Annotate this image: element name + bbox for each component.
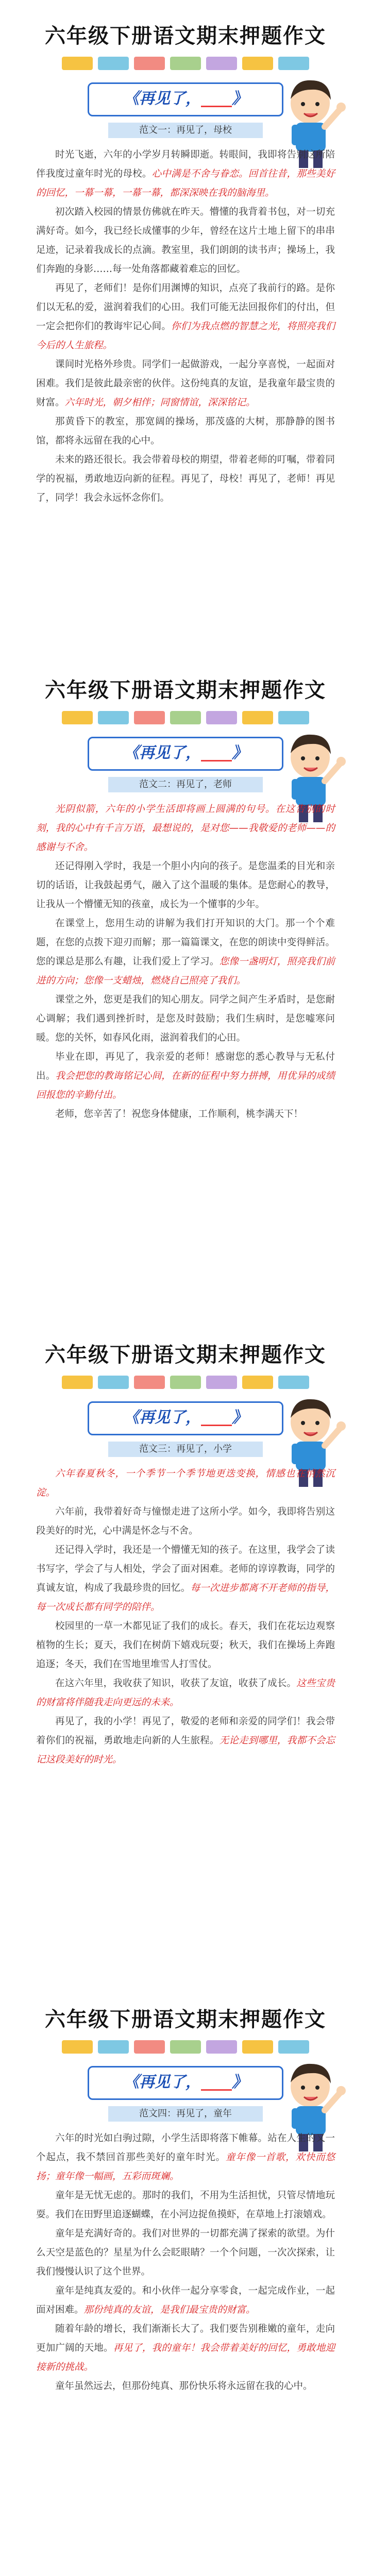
topic-area (0, 77, 371, 139)
essay-paragraph (36, 800, 335, 857)
highlight-text: 光阴似箭，六年的小学生活即将画上圆满的句号。在这告别的时刻，我的心中有千言万语，最想说的，是对您——我敬爱的老师——的感谢与不舍。 (36, 804, 335, 853)
essay-paragraph (36, 2224, 335, 2281)
header-banner (0, 1319, 371, 1396)
essay-section-1 (0, 0, 371, 507)
essay-paragraph (36, 2319, 335, 2377)
essay-section-2 (0, 654, 371, 1124)
essay-paragraph (36, 1047, 335, 1105)
highlight-text: 我会把您的教诲铭记心间，在新的征程中努力拼搏，用优异的成绩回报您的辛勤付出。 (36, 1071, 335, 1100)
essay-body (36, 145, 335, 507)
highlight-text: 童年像一首歌，欢快而悠扬；童年像一幅画，五彩而斑斓。 (36, 2152, 335, 2182)
essay-paragraph (36, 1464, 335, 1502)
paragraph-text: 随着年龄的增长，我们渐渐长大了。我们要告别稚嫩的童年，走向更加广阔的天地。 (36, 2324, 335, 2353)
essay-subtitle (108, 777, 263, 792)
topic-area (0, 732, 371, 793)
highlight-text: 再见了，我的童年！我会带着美好的回忆，勇敢地迎接新的挑战。 (36, 2343, 335, 2372)
topic-blank: ____ (201, 2073, 232, 2091)
page-title: 六年级下册语文期末押题作文 (45, 1343, 326, 1367)
essay-subtitle (108, 2106, 263, 2122)
paragraph-text: 童年虽然远去，但那份纯真、那份快乐将永远留在我的心中。 (55, 2381, 313, 2392)
paragraph-text: 再见了，我的小学！再见了，敬爱的老师和亲爱的同学们！我会带着你们的祝福，勇敢地走向新的人生旅程。 (36, 1716, 335, 1746)
topic-blank: ____ (201, 744, 232, 762)
paragraph-text: 再见了，老师们！是你们用渊博的知识，点亮了我前行的路。是你们以无私的爱，滋润着我们的心田。我们可能无法回报你们的付出，但一定会把你们的教诲牢记心间。 (36, 283, 335, 332)
essay-topic (88, 2066, 283, 2100)
essay-body (36, 2129, 335, 2396)
essay-paragraph (36, 990, 335, 1047)
essay-body (36, 800, 335, 1124)
subtitle-text: 范文一：再见了，母校 (139, 125, 232, 135)
topic-label: 《再见了， (124, 1409, 201, 1427)
essay-paragraph (36, 279, 335, 355)
essay-paragraph (36, 2377, 335, 2396)
highlight-text: 六年春夏秋冬，一个季节一个季节地更迭变换，情感也在悄然沉淀。 (36, 1468, 335, 1498)
header-banner (0, 0, 371, 77)
paragraph-text: 还记得刚入学时，我是一个胆小内向的孩子。是您温柔的目光和亲切的话语，让我鼓起勇气，融入了这个温暖的集体。是您耐心的教导，让我从一个懵懂无知的孩童，成长为一个懂事的少年。 (36, 861, 335, 910)
essay-paragraph (36, 2281, 335, 2319)
essay-paragraph (36, 1502, 335, 1540)
subtitle-text: 范文四：再见了，童年 (139, 2108, 232, 2119)
topic-label: 《再见了， (124, 2073, 201, 2091)
highlight-text: 无论走到哪里，我都不会忘记这段美好的时光。 (36, 1735, 335, 1765)
essay-topic (88, 737, 283, 771)
paragraph-text: 童年是无忧无虑的。那时的我们，不用为生活担忧，只管尽情地玩耍。我们在田野里追逐蝴蝶，在小河边捉鱼摸虾，在草地上打滚嬉戏。 (36, 2190, 335, 2220)
essay-subtitle (108, 1442, 263, 1457)
paragraph-text: 六年的时光如白驹过隙，小学生活即将落下帷幕。站在人生的又一个起点，我不禁回首那些美好的童年时光。 (36, 2133, 335, 2163)
essay-paragraph (36, 412, 335, 450)
topic-area (0, 1396, 371, 1458)
header-banner (0, 654, 371, 732)
paragraph-text: 毕业在即，再见了，我亲爱的老师！感谢您的悉心教导与无私付出。 (36, 1052, 335, 1081)
essay-section-3 (0, 1319, 371, 1769)
paragraph-text: 那黄昏下的教室，那宽阔的操场，那茂盛的大树，那静静的图书馆，都将永远留在我的心中。 (36, 416, 335, 446)
essay-paragraph (36, 857, 335, 914)
paragraph-text: 未来的路还很长。我会带着母校的期望，带着老师的叮嘱，带着同学的祝福，勇敢地迈向新的征程。再见了，母校！再见了，老师！再见了，同学！我会永远怀念你们。 (36, 454, 335, 503)
highlight-text: 心中满是不舍与眷恋。回首往昔，那些美好的回忆，一幕一幕，一幕一幕，都深深映在我的脑海里。 (36, 168, 335, 198)
highlight-text: 六年时光，朝夕相伴；同窗情谊，深深铭记。 (64, 397, 256, 408)
page-title: 六年级下册语文期末押题作文 (45, 679, 326, 702)
essay-paragraph (36, 914, 335, 990)
essay-paragraph (36, 202, 335, 279)
header-banner (0, 1984, 371, 2061)
essay-paragraph (36, 450, 335, 507)
essay-section-4 (0, 1984, 371, 2396)
essay-paragraph (36, 2186, 335, 2224)
highlight-text: 你们为我点燃的智慧之光，将照亮我们今后的人生旅程。 (36, 321, 335, 351)
paragraph-text: 在课堂上，您用生动的讲解为我们打开知识的大门。那一个个难题，在您的点拨下迎刃而解；那一篇篇课文，在您的朗读中变得鲜活。您的课总是那么有趣，让我们爱上了学习。 (36, 918, 335, 967)
topic-area (0, 2061, 371, 2123)
topic-end: 》 (232, 2073, 247, 2091)
paragraph-text: 课堂之外，您更是我们的知心朋友。同学之间产生矛盾时，是您耐心调解；我们遇到挫折时，是您及时鼓励；我们生病时，是您嘘寒问暖。您的关怀，如春风化雨，滋润着我们的心田。 (36, 994, 335, 1043)
highlight-text: 这些宝贵的财富将伴随我走向更远的未来。 (36, 1678, 335, 1708)
essay-paragraph (36, 1674, 335, 1712)
page-title: 六年级下册语文期末押题作文 (45, 24, 326, 48)
topic-label: 《再见了， (124, 90, 201, 108)
essay-paragraph (36, 2129, 335, 2186)
page-title: 六年级下册语文期末押题作文 (45, 2008, 326, 2031)
paragraph-text: 在这六年里，我收获了知识，收获了友谊，收获了成长。 (55, 1678, 297, 1689)
topic-blank: ____ (201, 90, 232, 108)
essay-topic (88, 82, 283, 116)
essay-body (36, 1464, 335, 1769)
topic-end: 》 (232, 90, 247, 108)
essay-paragraph (36, 145, 335, 202)
paragraph-text: 童年是纯真友爱的。和小伙伴一起分享零食，一起完成作业，一起面对困难。 (36, 2285, 335, 2315)
paragraph-text: 老师，您辛苦了！祝您身体健康，工作顺利，桃李满天下！ (55, 1109, 303, 1120)
paragraph-text: 六年前，我带着好奇与憧憬走进了这所小学。如今，我即将告别这段美好的时光，心中满是怀念与不舍。 (36, 1506, 335, 1536)
paragraph-text: 课间时光格外珍贵。同学们一起做游戏，一起分享喜悦，一起面对困难。我们是彼此最亲密的伙伴。这份纯真的友谊，是我童年最宝贵的财富。 (36, 359, 335, 408)
paragraph-text: 初次踏入校园的情景仿佛就在昨天。懵懂的我背着书包，对一切充满好奇。如今，我已经长成懂事的少年，曾经在这片土地上留下的串串足迹，记录着我成长的点滴。教室里，我们朗朗的读书声；操场上，我们奔跑的身影……每一处角落都藏着难忘的回忆。 (36, 207, 335, 275)
essay-paragraph (36, 1712, 335, 1769)
highlight-text: 每一次进步都离不开老师的指导，每一次成长都有同学的陪伴。 (36, 1583, 335, 1613)
essay-paragraph (36, 355, 335, 412)
essay-paragraph (36, 1540, 335, 1617)
paragraph-text: 时光飞逝，六年的小学岁月转瞬即逝。转眼间，我即将告别这所陪伴我度过童年时光的母校。 (36, 149, 335, 179)
essay-topic (88, 1401, 283, 1435)
essay-paragraph (36, 1617, 335, 1674)
topic-end: 》 (232, 1409, 247, 1427)
paragraph-text: 还记得入学时，我还是一个懵懂无知的孩子。在这里，我学会了读书写字，学会了与人相处，学会了面对困难。老师的谆谆教诲，同学的真诚友谊，构成了我最珍贵的回忆。 (36, 1545, 335, 1594)
highlight-text: 您像一盏明灯，照亮我们前进的方向；您像一支蜡烛，燃烧自己照亮了我们。 (36, 956, 335, 986)
topic-blank: ____ (201, 1409, 232, 1427)
topic-end: 》 (232, 744, 247, 762)
highlight-text: 那份纯真的友谊，是我们最宝贵的财富。 (83, 2304, 256, 2315)
subtitle-text: 范文三：再见了，小学 (139, 1444, 232, 1454)
topic-label: 《再见了， (124, 744, 201, 762)
paragraph-text: 童年是充满好奇的。我们对世界的一切都充满了探索的欲望。为什么天空是蓝色的？星星为什么会眨眼睛？一个个问题，一次次探索，让我们慢慢认识了这个世界。 (36, 2228, 335, 2277)
essay-subtitle (108, 123, 263, 138)
subtitle-text: 范文二：再见了，老师 (139, 779, 232, 790)
paragraph-text: 校园里的一草一木都见证了我们的成长。春天，我们在花坛边观察植物的生长；夏天，我们在树荫下嬉戏玩耍；秋天，我们在操场上奔跑追逐；冬天，我们在雪地里堆雪人打雪仗。 (36, 1621, 335, 1670)
essay-paragraph (36, 1105, 335, 1124)
